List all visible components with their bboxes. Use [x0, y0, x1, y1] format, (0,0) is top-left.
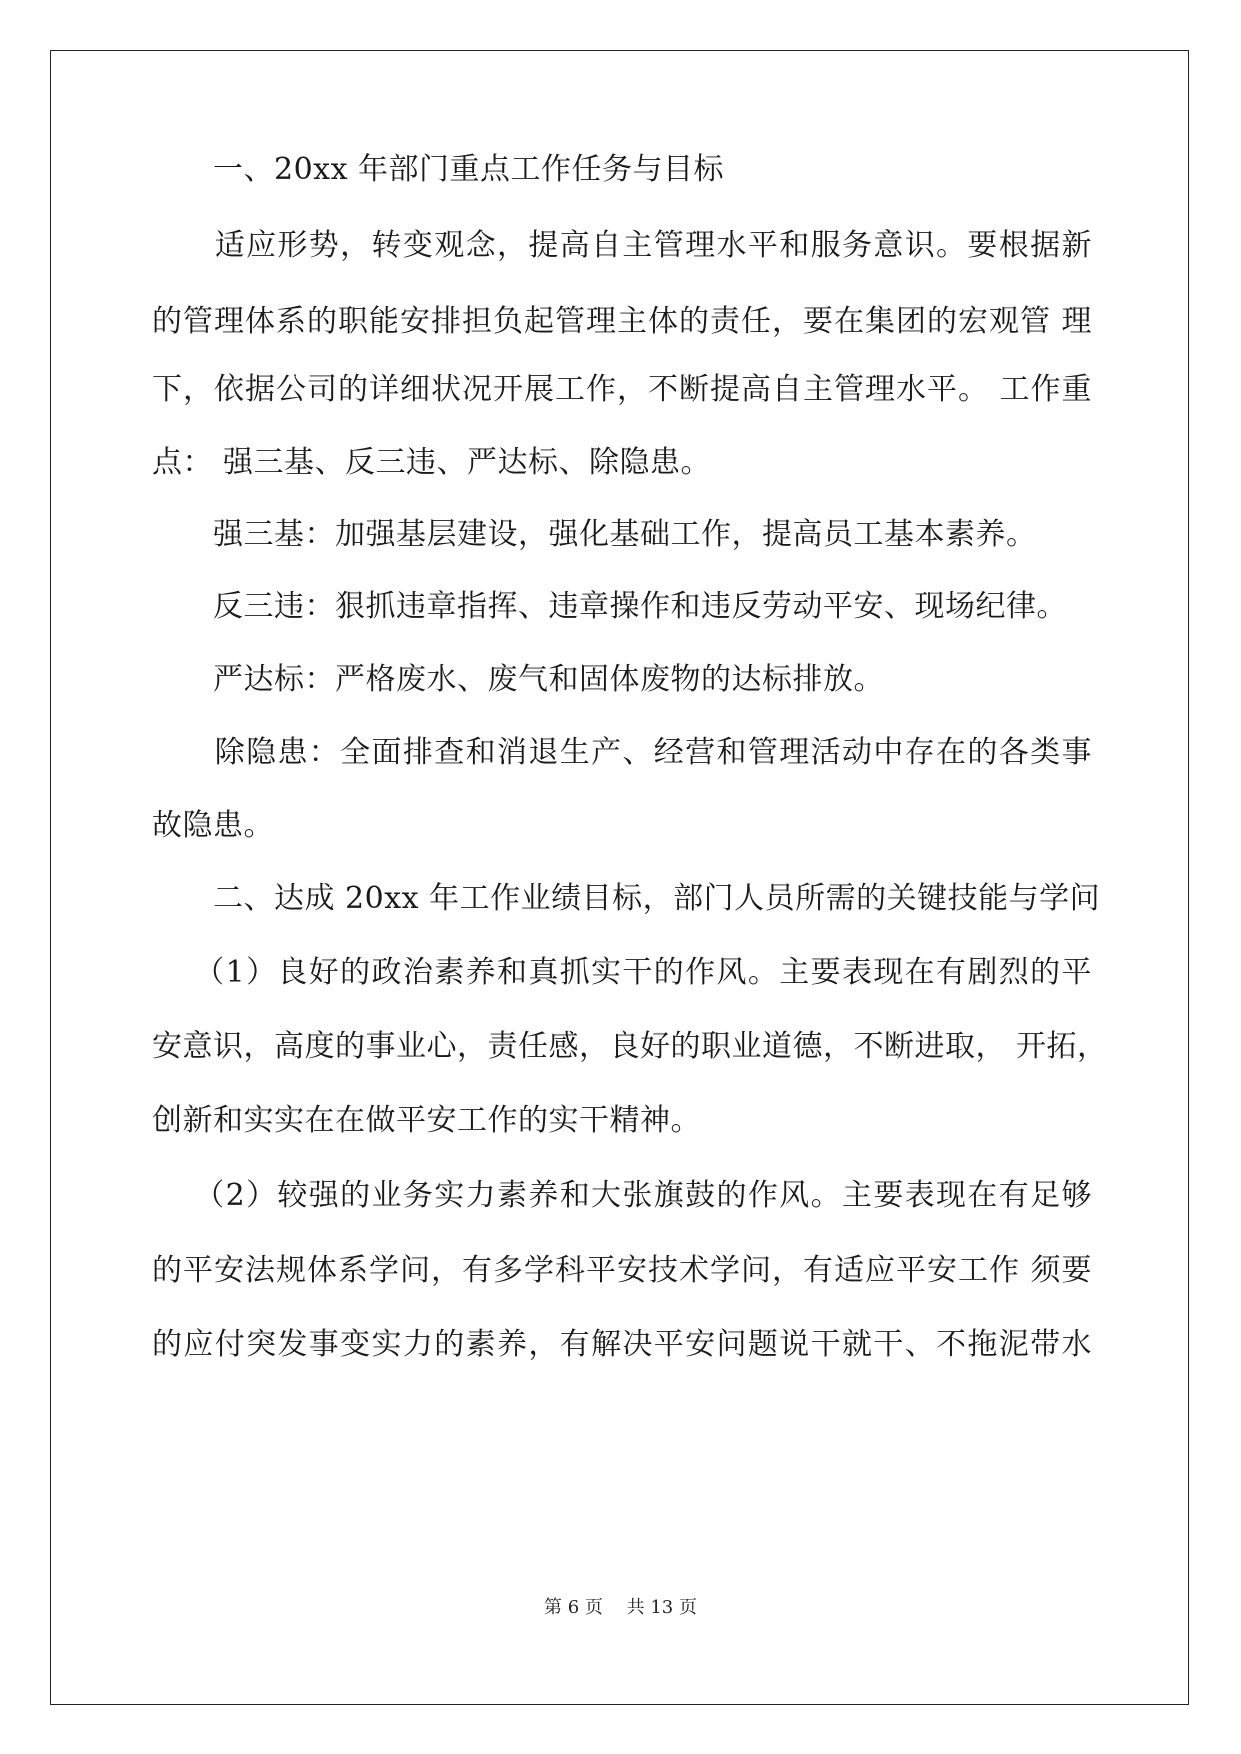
section-heading-2: 二、达成 20xx 年工作业绩目标，部门人员所需的关键技能与学问: [152, 881, 1101, 916]
paragraph-line: 反三违：狠抓违章指挥、违章操作和违反劳动平安、现场纪律。: [152, 589, 1067, 624]
paragraph-line: （1）良好的政治素养和真抓实干的作风。主要表现在有剧烈的平: [152, 955, 1092, 990]
paragraph-line: 适应形势，转变观念，提高自主管理水平和服务意识。要根据新: [152, 228, 1092, 263]
paragraph-line: 安意识，高度的事业心，责任感，良好的职业道德，不断进取， 开拓，: [152, 1029, 1108, 1064]
paragraph-line: 的管理体系的职能安排担负起管理主体的责任，要在集团的宏观管 理: [152, 304, 1092, 339]
paragraph-line: 点： 强三基、反三违、严达标、除隐患。: [152, 445, 712, 480]
page-number-footer: 第 6 页 共 13 页: [544, 1597, 697, 1618]
section-heading-1: 一、20xx 年部门重点工作任务与目标: [152, 152, 725, 187]
paragraph-line: 强三基：加强基层建设，强化基础工作，提高员工基本素养。: [152, 517, 1037, 552]
paragraph-line: 严达标：严格废水、废气和固体废物的达标排放。: [152, 662, 884, 697]
paragraph-line: 除隐患：全面排查和消退生产、经营和管理活动中存在的各类事: [152, 735, 1092, 770]
paragraph-line: （2）较强的业务实力素养和大张旗鼓的作风。主要表现在有足够: [152, 1178, 1092, 1213]
paragraph-line: 创新和实实在在做平安工作的实干精神。: [152, 1103, 701, 1138]
paragraph-line: 的平安法规体系学问，有多学科平安技术学问，有适应平安工作 须要: [152, 1253, 1092, 1288]
page-border: [50, 50, 1189, 1705]
paragraph-line: 故隐患。: [152, 808, 274, 843]
paragraph-line: 的应付突发事变实力的素养，有解决平安问题说干就干、不拖泥带水: [152, 1327, 1092, 1362]
paragraph-line: 下，依据公司的详细状况开展工作，不断提高自主管理水平。 工作重: [152, 372, 1092, 407]
